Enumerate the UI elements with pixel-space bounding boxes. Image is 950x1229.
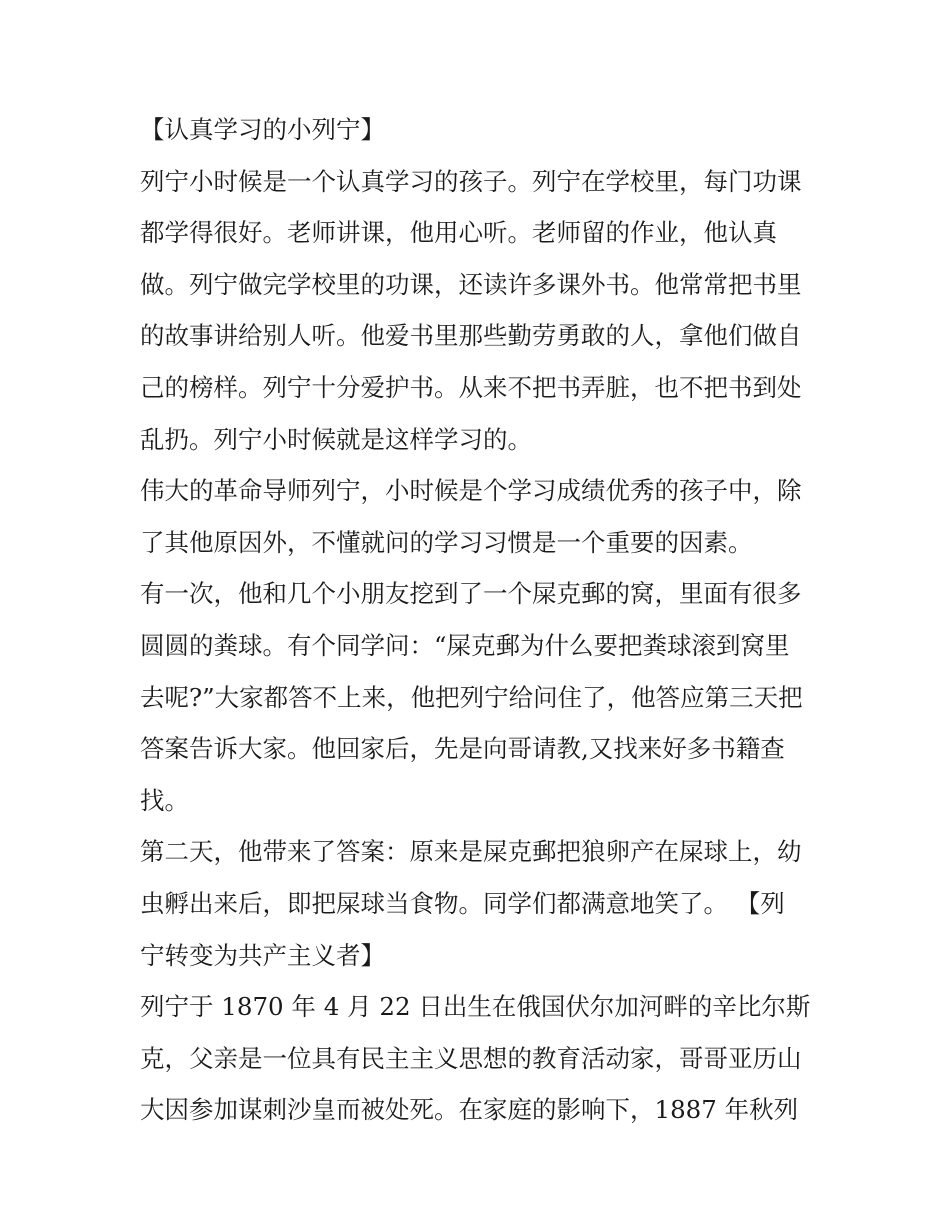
text-line: 伟大的革命导师列宁，小时候是个学习成绩优秀的孩子中，除: [140, 476, 802, 506]
section-title-1: 【认真学习的小列宁】: [140, 115, 385, 144]
text-line: 第二天，他带来了答案：原来是屎克郵把狼卵产在屎球上，幼: [140, 837, 802, 867]
text-line: 己的榜样。列宁十分爱护书。从来不把书弄脏，也不把书到处: [140, 372, 802, 402]
text-line: 去呢?”大家都答不上来，他把列宁给问住了，他答应第三天把: [140, 682, 803, 712]
text-line: 大因参加谋刺沙皇而被处死。在家庭的影响下，1887 年秋列: [140, 1095, 799, 1125]
text-line: 的故事讲给别人听。他爱书里那些勤劳勇敢的人，拿他们做自: [140, 321, 802, 351]
text-line: 克，父亲是一位具有民主主义思想的教育活动家，哥哥亚历山: [140, 1043, 802, 1073]
text-line: 宁转变为共产主义者】: [140, 940, 385, 970]
text-line: 虫孵出来后，即把屎球当食物。同学们都满意地笑了。 【列: [140, 888, 785, 918]
text-line: 做。列宁做完学校里的功课，还读许多课外书。他常常把书里: [140, 269, 802, 299]
text-line: 圆圆的粪球。有个同学问：“屎克郵为什么要把粪球滚到窝里: [140, 630, 790, 660]
text-line: 都学得很好。老师讲课，他用心听。老师留的作业，他认真: [140, 218, 777, 248]
text-line: 乱扔。列宁小时候就是这样学习的。: [140, 424, 532, 454]
text-line: 有一次，他和几个小朋友挖到了一个屎克郵的窝，里面有很多: [140, 579, 802, 609]
text-line: 列宁小时候是一个认真学习的孩子。列宁在学校里，每门功课: [140, 166, 802, 196]
text-line: 列宁于 1870 年 4 月 22 日出生在俄国伏尔加河畔的辛比尔斯: [140, 992, 811, 1022]
document-body: [140, 104, 820, 1136]
text-line: 答案告诉大家。他回家后，先是向哥请教,又找来好多书籍查: [140, 734, 785, 764]
text-line: 了其他原因外，不懂就问的学习习惯是一个重要的因素。: [140, 527, 753, 557]
text-line: 找。: [140, 785, 189, 815]
